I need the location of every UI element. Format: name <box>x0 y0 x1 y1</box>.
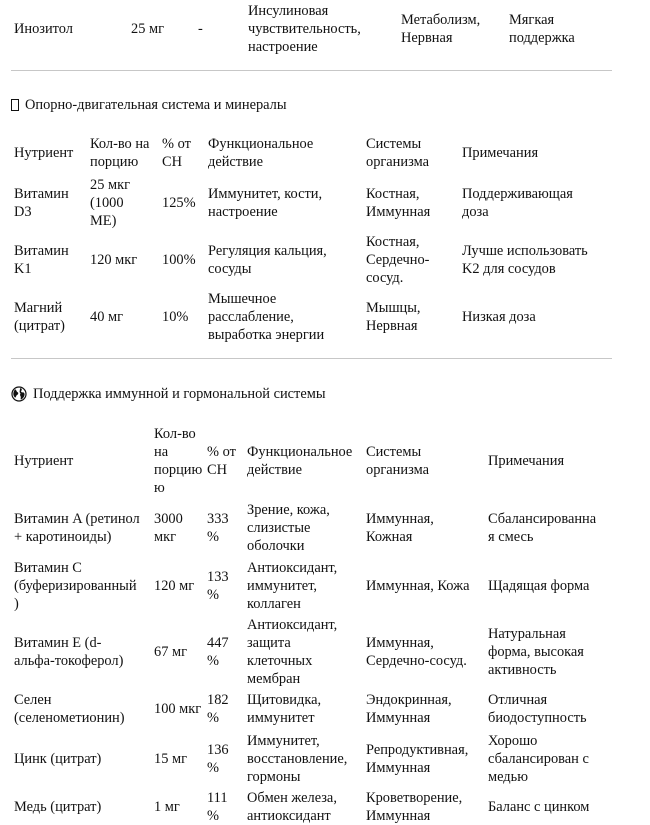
systems-cell: Иммунная, Кожная <box>366 511 434 545</box>
percent-cell: 333 % <box>207 511 229 545</box>
table-row <box>0 500 650 556</box>
amount-cell: 1 мг <box>154 799 180 815</box>
table-row <box>0 690 650 728</box>
function-cell: Антиоксидант, иммунитет, коллаген <box>247 560 338 612</box>
table-header-row <box>0 134 650 172</box>
header-systems: Системы организма <box>366 136 429 170</box>
amount-cell: 25 мг <box>131 21 164 37</box>
systems-cell: Эндокринная, Иммунная <box>366 692 452 726</box>
header-amount: Кол-во на порцию <box>90 136 150 170</box>
notes-cell: Баланс с цинком <box>488 799 590 815</box>
notes-cell: Мягкая поддержка <box>509 12 575 46</box>
nutrient-cell: Витамин A (ретинол + каротиноиды) <box>14 511 140 545</box>
header-percent: % от СН <box>207 444 236 478</box>
systems-cell: Репродуктивная, Иммунная <box>366 742 469 776</box>
notes-cell: Низкая доза <box>462 309 536 325</box>
notes-cell: Хорошо сбалансирован с медью <box>488 733 589 785</box>
header-function: Функциональное действие <box>247 444 353 478</box>
header-function: Функциональное действие <box>208 136 314 170</box>
percent-cell: 100% <box>162 252 196 268</box>
table-row <box>0 0 650 58</box>
header-nutrient: Нутриент <box>14 453 74 469</box>
table-row <box>0 232 650 288</box>
function-cell: Инсулиновая чувствительность, настроение <box>248 3 361 55</box>
table-row <box>0 558 650 614</box>
function-cell: Мышечное расслабление, выработка энергии <box>208 291 325 343</box>
percent-cell: 447 % <box>207 635 229 669</box>
percent-cell: 136 % <box>207 742 229 776</box>
notes-cell: Натуральная форма, высокая активность <box>488 626 584 678</box>
percent-cell: 133 % <box>207 569 229 603</box>
notes-cell: Щадящая форма <box>488 578 590 594</box>
systems-cell: Кроветворение, Иммунная <box>366 790 463 824</box>
notes-cell: Лучше использовать K2 для сосудов <box>462 243 588 277</box>
section-title-immune <box>11 383 326 405</box>
notes-cell: Сбалансированна я смесь <box>488 511 597 545</box>
nutrient-cell: Цинк (цитрат) <box>14 751 102 767</box>
percent-cell: 125% <box>162 195 196 211</box>
section-divider <box>11 358 612 359</box>
systems-cell: Иммунная, Сердечно-сосуд. <box>366 635 467 669</box>
nutrient-cell: Селен (селенометионин) <box>14 692 125 726</box>
header-nutrient: Нутриент <box>14 145 74 161</box>
amount-cell: 67 мг <box>154 644 187 660</box>
systems-cell: Костная, Сердечно- сосуд. <box>366 234 430 286</box>
globe-icon <box>11 386 27 402</box>
section-title-musculoskeletal <box>11 94 287 116</box>
nutrient-cell: Витамин E (d- альфа-токоферол) <box>14 635 124 669</box>
amount-cell: 40 мг <box>90 309 123 325</box>
nutrient-cell: Магний (цитрат) <box>14 300 65 334</box>
amount-cell: 15 мг <box>154 751 187 767</box>
function-cell: Регуляция кальция, сосуды <box>208 243 327 277</box>
function-cell: Щитовидка, иммунитет <box>247 692 322 726</box>
nutrient-cell: Витамин K1 <box>14 243 69 277</box>
percent-cell: - <box>198 21 203 37</box>
function-cell: Иммунитет, кости, настроение <box>208 186 323 220</box>
amount-cell: 120 мг <box>154 578 195 594</box>
section-title-text: Поддержка иммунной и гормональной системы <box>33 386 326 402</box>
table-row <box>0 615 650 689</box>
nutrient-cell: Витамин D3 <box>14 186 69 220</box>
systems-cell: Костная, Иммунная <box>366 186 431 220</box>
systems-cell: Мышцы, Нервная <box>366 300 421 334</box>
box-icon <box>11 99 19 111</box>
percent-cell: 182 % <box>207 692 229 726</box>
header-systems: Системы организма <box>366 444 429 478</box>
table-row <box>0 731 650 787</box>
amount-cell: 25 мкг (1000 МЕ) <box>90 177 130 229</box>
function-cell: Зрение, кожа, слизистые оболочки <box>247 502 330 554</box>
header-amount: Кол-во на порцию ю <box>154 426 203 496</box>
amount-cell: 120 мкг <box>90 252 138 268</box>
percent-cell: 111 % <box>207 790 228 824</box>
table-row <box>0 289 650 345</box>
header-percent: % от СН <box>162 136 191 170</box>
function-cell: Антиоксидант, защита клеточных мембран <box>247 617 338 687</box>
header-notes: Примечания <box>488 453 565 469</box>
function-cell: Обмен железа, антиоксидант <box>247 790 337 824</box>
nutrient-cell: Витамин C (буферизированный ) <box>14 560 137 612</box>
table-row <box>0 175 650 231</box>
header-notes: Примечания <box>462 145 539 161</box>
section-divider <box>11 70 612 71</box>
notes-cell: Отличная биодоступность <box>488 692 587 726</box>
percent-cell: 10% <box>162 309 189 325</box>
table-header-row <box>0 423 650 499</box>
amount-cell: 3000 мкг <box>154 511 183 545</box>
nutrient-cell: Инозитол <box>14 21 73 37</box>
systems-cell: Метаболизм, Нервная <box>401 12 481 46</box>
table-row <box>0 789 650 825</box>
notes-cell: Поддерживающая доза <box>462 186 573 220</box>
amount-cell: 100 мкг <box>154 701 202 717</box>
systems-cell: Иммунная, Кожа <box>366 578 470 594</box>
nutrient-cell: Медь (цитрат) <box>14 799 102 815</box>
section-title-text: Опорно-двигательная система и минералы <box>25 97 287 113</box>
function-cell: Иммунитет, восстановление, гормоны <box>247 733 348 785</box>
